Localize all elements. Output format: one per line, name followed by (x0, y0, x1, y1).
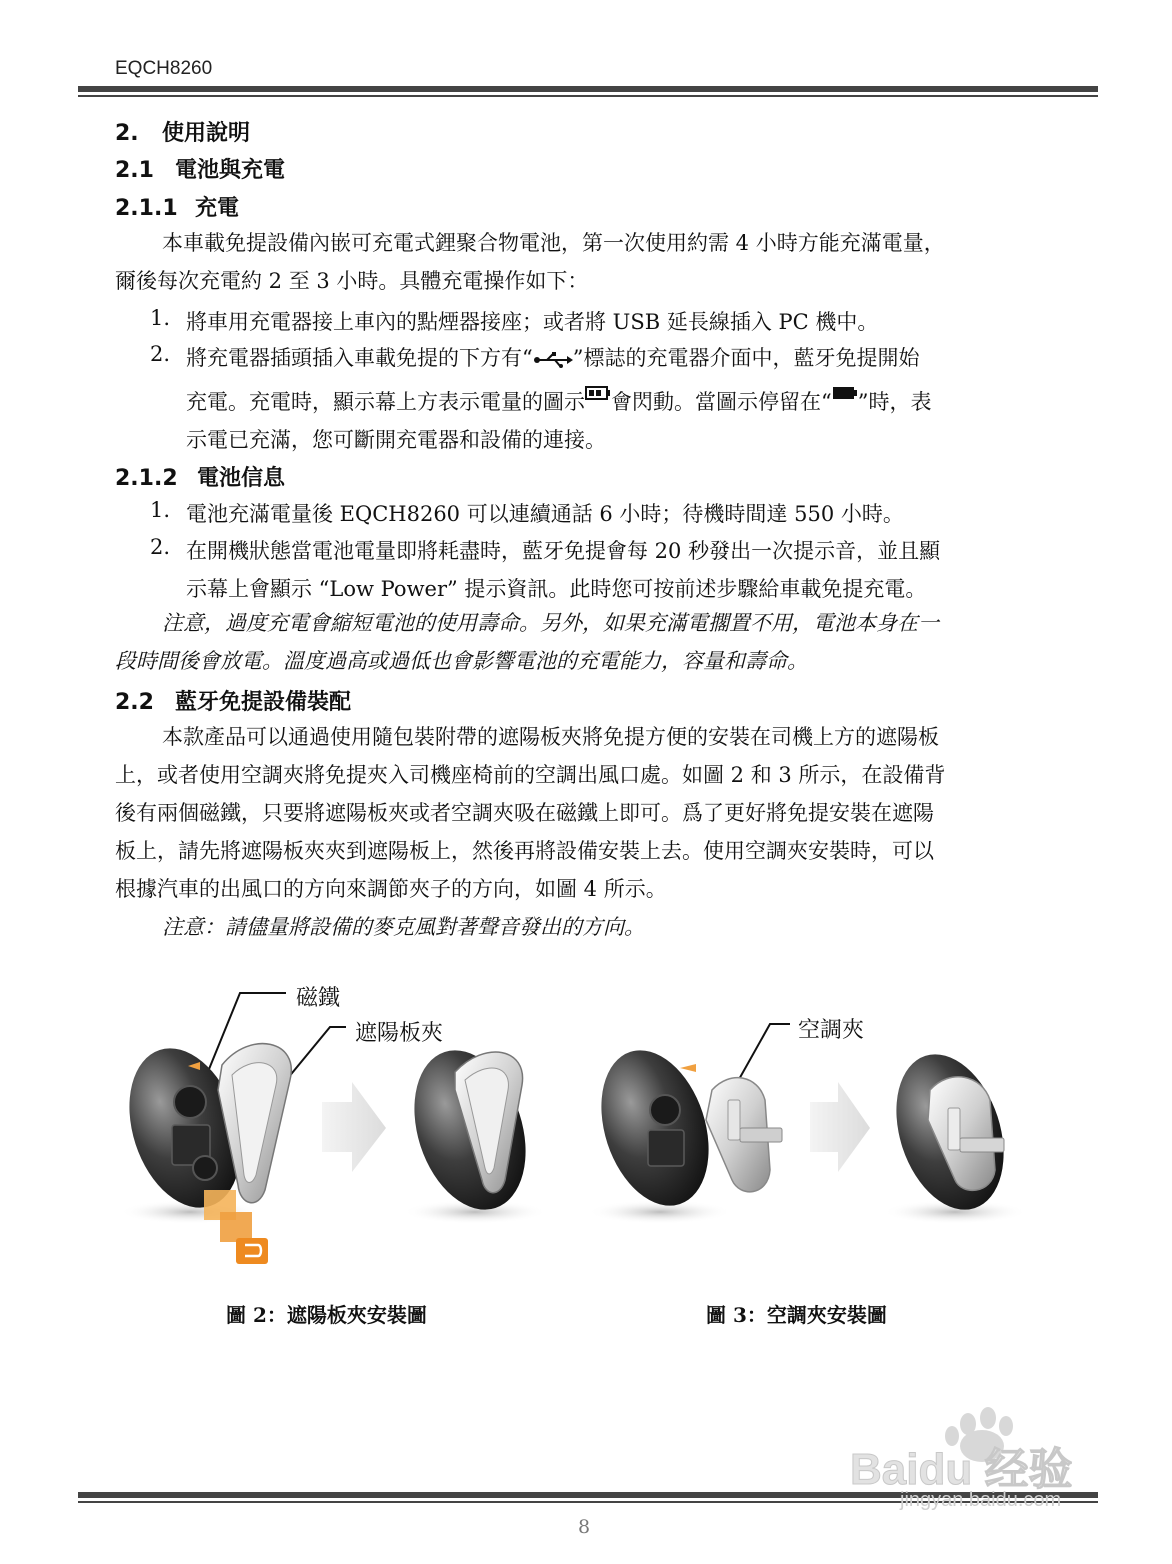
battery-note-line-2: 段時間後會放電。溫度過高或過低也會影響電池的充電能力，容量和壽命。 (115, 649, 808, 673)
step-arrow-figure-2 (322, 1082, 386, 1172)
mounting-paragraph-line-3: 後有兩個磁鐵，只要將遮陽板夾或者空調夾吸在磁鐵上即可。爲了更好將免提安裝在遮陽 (115, 801, 934, 825)
watermark-url: jingyan.baidu.com (900, 1489, 1062, 1510)
headset-body-back-view-2 (583, 1036, 728, 1219)
step-arrow-figure-3 (810, 1082, 870, 1172)
baidu-watermark (840, 1400, 1100, 1514)
section-2-1-1-heading: 2.1.1 充電 (115, 196, 240, 221)
mounting-paragraph-line-5: 根據汽車的出風口的方向來調節夾子的方向，如圖 4 所示。 (115, 877, 667, 901)
charging-intro-line-1: 本車載免提設備內嵌可充電式鋰聚合物電池，第一次使用約需 4 小時方能充滿電量， (162, 231, 945, 255)
mounting-note: 注意：請儘量將設備的麥克風對著聲音發出的方向。 (162, 915, 645, 939)
watermark-graphic (840, 1400, 1100, 1510)
orange-block-2 (220, 1212, 252, 1242)
figure-2-visor-clip-illustration (110, 1034, 547, 1264)
section-2-2-heading: 2.2 藍牙免提設備裝配 (115, 690, 352, 715)
mounting-paragraph-line-2: 上，或者使用空調夾將免提夾入司機座椅前的空調出風口處。如圖 2 和 3 所示，在設備背 (115, 763, 946, 787)
section-2-1-heading: 2.1 電池與充電 (115, 158, 286, 183)
label-magnet: 磁鐵 (296, 986, 341, 1011)
charging-step-2-line-2: 充電。充電時，顯示幕上方表示電量的圖示 會閃動。當圖示停留在“ ”時，表 (186, 386, 932, 416)
charging-step-2-line-3: 示電已充滿，您可斷開充電器和設備的連接。 (186, 428, 606, 452)
page-number: 8 (578, 1516, 591, 1538)
mounting-paragraph-line-1: 本款產品可以通過使用隨包裝附帶的遮陽板夾將免提方便的安裝在司機上方的遮陽板 (162, 725, 939, 749)
figure-3-caption: 圖 3：空調夾安裝圖 (706, 1303, 887, 1327)
orange-return-badge (236, 1238, 268, 1264)
small-arrow-left-2 (680, 1064, 696, 1072)
watermark-brand: Baidu 经验 (850, 1445, 1073, 1494)
visor-clip-leader-line (283, 1027, 346, 1084)
label-visor-clip: 遮陽板夾 (355, 1021, 444, 1046)
magnet-bottom (193, 1156, 217, 1180)
figure-3-ac-clip-illustration (583, 1036, 1027, 1224)
battery-note-line-1: 注意，過度充電會縮短電池的使用壽命。另外，如果充滿電擱置不用，電池本身在一 (162, 611, 939, 635)
battery-step-2-line-2: 示幕上會顯示 “Low Power” 提示資訊。此時您可按前述步驟給車載免提充電。 (186, 577, 927, 601)
mounting-paragraph-line-4: 板上，請先將遮陽板夾夾到遮陽板上，然後再將設備安裝上去。使用空調夾安裝時，可以 (115, 839, 934, 863)
label-ac-clip: 空調夾 (798, 1018, 865, 1043)
section-2-1-2-heading: 2.1.2 電池信息 (115, 466, 286, 491)
section-2-heading: 2. 使用說明 (115, 121, 251, 146)
charging-intro-line-2: 爾後每次充電約 2 至 3 小時。具體充電操作如下： (115, 269, 589, 293)
figure-2-caption: 圖 2：遮陽板夾安裝圖 (226, 1303, 427, 1327)
magnet-top (174, 1086, 206, 1118)
document-code: EQCH8260 (115, 58, 213, 79)
